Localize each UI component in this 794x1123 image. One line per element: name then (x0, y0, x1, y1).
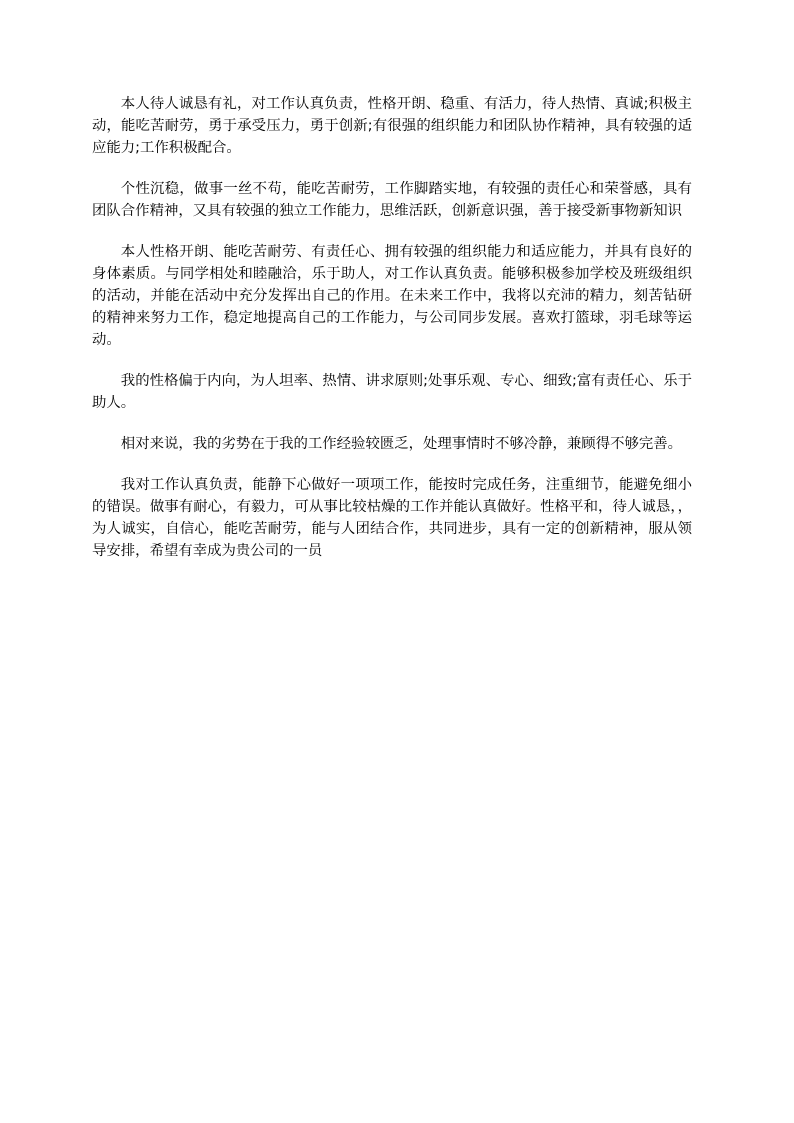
paragraph-5: 相对来说，我的劣势在于我的工作经验较匮乏，处理事情时不够冷静，兼顾得不够完善。 (120, 436, 683, 452)
paragraph-1: 本人待人诚恳有礼，对工作认真负责，性格开朗、稳重、有活力，待人热情、真诚;积极主动，能吃苦耐劳，勇于承受压力，勇于创新;有很强的组织能力和团队协作精神，具有较强的适应能力;工作积极配合。 (92, 96, 692, 156)
paragraph-6: 我对工作认真负责，能静下心做好一项项工作，能按时完成任务，注重细节，能避免细小的错误。做事有耐心，有毅力，可从事比较枯燥的工作并能认真做好。性格平和，待人诚恳，，为人诚实，自信心，能吃苦耐劳，能与人团结合作，共同进步，具有一定的创新精神，服从领导安排，希望有幸成为贵公司的一员 (92, 477, 692, 559)
paragraph-2: 个性沉稳，做事一丝不苟，能吃苦耐劳，工作脚踏实地，有较强的责任心和荣誉感，具有团队合作精神，又具有较强的独立工作能力，思维活跃，创新意识强，善于接受新事物新知识 (92, 181, 692, 219)
paragraph-3: 本人性格开朗、能吃苦耐劳、有责任心、拥有较强的组织能力和适应能力，并具有良好的身体素质。与同学相处和睦融洽，乐于助人，对工作认真负责。能够积极参加学校及班级组织的活动，并能在活动中充分发挥出自己的作用。在未来工作中，我将以充沛的精力，刻苦钻研的精神来努力工作，稳定地提高自己的工作能力，与公司同步发展。喜欢打篮球，羽毛球等运动。 (92, 244, 692, 348)
paragraph-4: 我的性格偏于内向，为人坦率、热情、讲求原则;处事乐观、专心、细致;富有责任心、乐于助人。 (92, 373, 692, 411)
document-page (92, 93, 692, 581)
